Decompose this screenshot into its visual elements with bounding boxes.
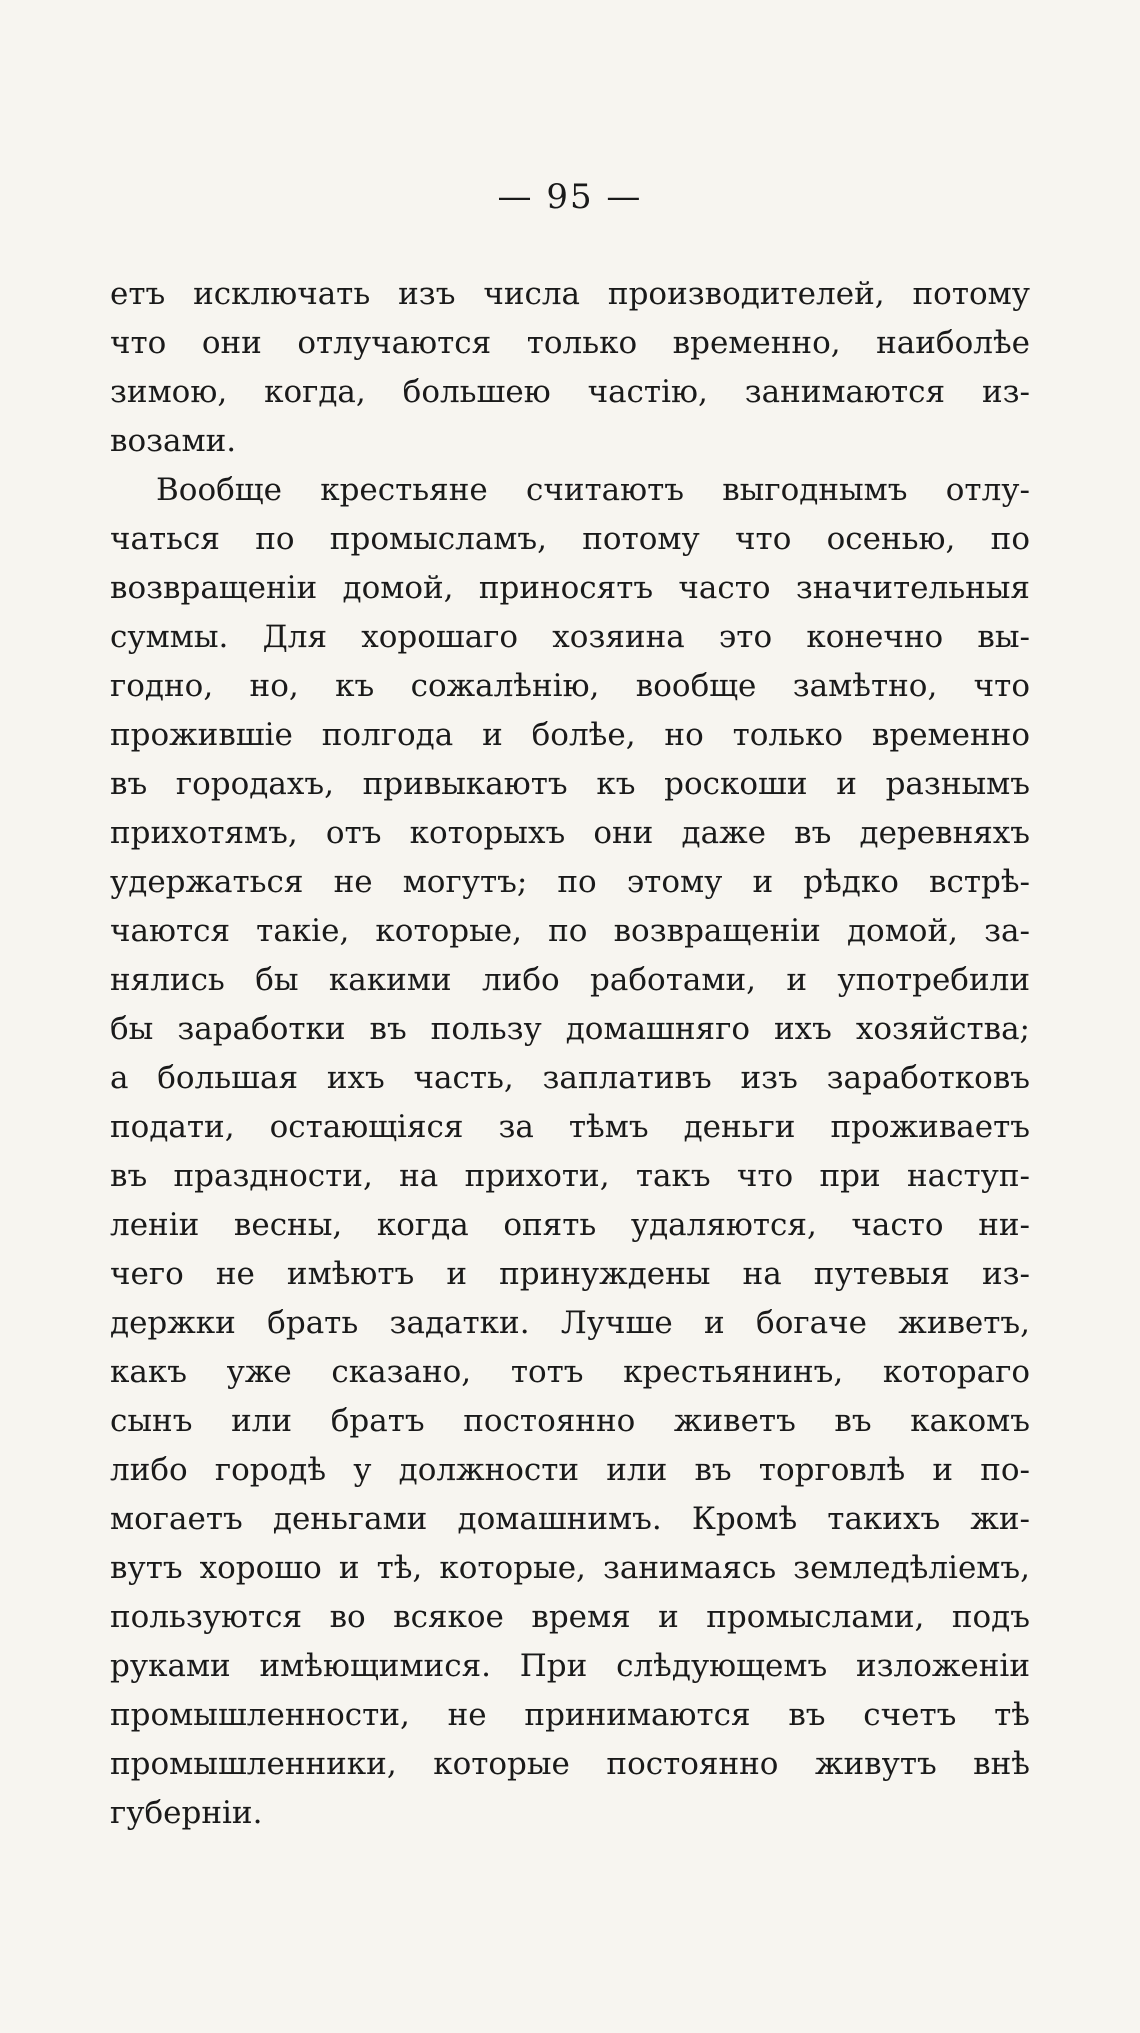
paragraph-2 <box>110 466 1030 1838</box>
text-line: держки брать задатки. Лучше и богаче живетъ, <box>110 1305 1030 1341</box>
text-line: могаетъ деньгами домашнимъ. Кромѣ такихъ жи- <box>110 1501 1030 1537</box>
text-line: бы заработки въ пользу домашняго ихъ хозяйства; <box>110 1011 1030 1047</box>
text-line: етъ исключать изъ числа производителей, потому <box>110 276 1030 312</box>
text-line: прихотямъ, отъ которыхъ они даже въ деревняхъ <box>110 815 1030 851</box>
text-line: возвращеніи домой, приносятъ часто значительныя <box>110 570 1030 606</box>
text-line: либо городѣ у должности или въ торговлѣ и по- <box>110 1452 1030 1488</box>
text-line: что они отлучаются только временно, наиболѣе <box>110 325 1030 361</box>
text-line: прожившіе полгода и болѣе, но только временно <box>110 717 1030 753</box>
text-line: зимою, когда, большею частію, занимаются из- <box>110 374 1030 410</box>
text-line: чего не имѣютъ и принуждены на путевыя из- <box>110 1256 1030 1292</box>
paragraph-1 <box>110 270 1030 466</box>
page-number: — 95 — <box>497 177 643 217</box>
text-line: въ праздности, на прихоти, такъ что при наступ- <box>110 1158 1030 1194</box>
text-line: сынъ или братъ постоянно живетъ въ какомъ <box>110 1403 1030 1439</box>
text-line: промышленники, которые постоянно живутъ внѣ <box>110 1746 1030 1782</box>
text-line: промышленности, не принимаются въ счетъ тѣ <box>110 1697 1030 1733</box>
text-line: вутъ хорошо и тѣ, которые, занимаясь земледѣліемъ, <box>110 1550 1030 1586</box>
text-line: суммы. Для хорошаго хозяина это конечно вы- <box>110 619 1030 655</box>
text-line: пользуются во всякое время и промыслами, подъ <box>110 1599 1030 1635</box>
text-line: руками имѣющимися. При слѣдующемъ изложеніи <box>110 1648 1030 1684</box>
text-line: Вообще крестьяне считаютъ выгоднымъ отлу- <box>156 472 1030 508</box>
text-line: чаться по промысламъ, потому что осенью, по <box>110 521 1030 557</box>
body-text <box>110 270 1030 1838</box>
text-line: чаются такіе, которые, по возвращеніи домой, за- <box>110 913 1030 949</box>
text-line: нялись бы какими либо работами, и употребили <box>110 962 1030 998</box>
text-line: а большая ихъ часть, заплативъ изъ заработковъ <box>110 1060 1030 1096</box>
text-line: какъ уже сказано, тотъ крестьянинъ, котораго <box>110 1354 1030 1390</box>
text-line: годно, но, къ сожалѣнію, вообще замѣтно, что <box>110 668 1030 704</box>
text-line: въ городахъ, привыкаютъ къ роскоши и разнымъ <box>110 766 1030 802</box>
text-line: губерніи. <box>110 1795 263 1831</box>
text-line: возами. <box>110 423 237 459</box>
text-line: удержаться не могутъ; по этому и рѣдко встрѣ- <box>110 864 1030 900</box>
text-line: подати, остающіяся за тѣмъ деньги проживаетъ <box>110 1109 1030 1145</box>
text-line: леніи весны, когда опять удаляются, часто ни- <box>110 1207 1030 1243</box>
